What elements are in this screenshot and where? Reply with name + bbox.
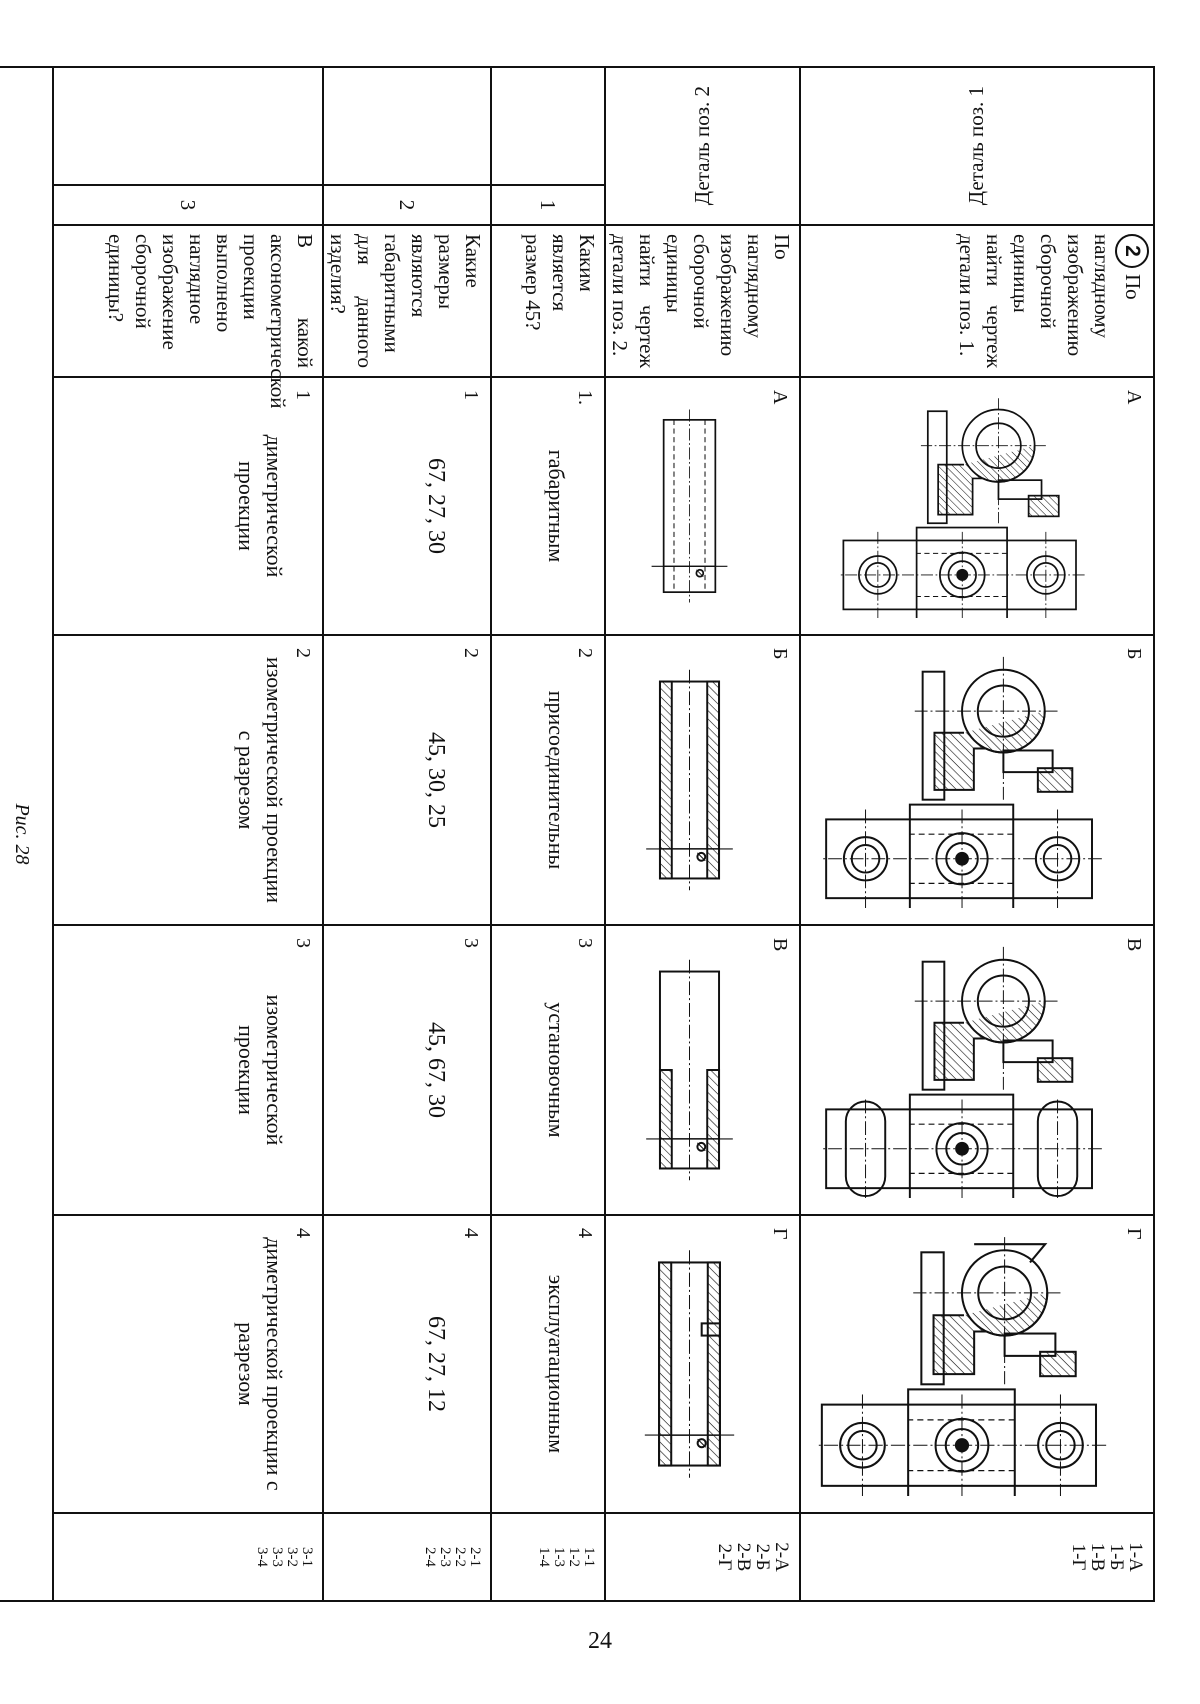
question-number-cell <box>491 185 605 225</box>
question-cell <box>323 225 491 377</box>
question-number: 1 <box>536 199 561 211</box>
option-cell-1[interactable] <box>53 377 323 635</box>
option-cell-2[interactable] <box>53 635 323 925</box>
option-cell-b[interactable] <box>605 635 800 925</box>
answer-codes: 1-1 1-2 1-3 1-4 <box>491 1513 605 1601</box>
option-label: 4 <box>574 1228 596 1238</box>
side-cell <box>605 67 800 225</box>
drawing-part2-b <box>614 652 765 908</box>
answer-codes: 3-1 3-2 3-3 3-4 <box>53 1513 323 1601</box>
option-label: 1 <box>460 390 482 400</box>
option-text: габаритным <box>544 449 569 563</box>
question-number: 3 <box>176 199 201 211</box>
option-label: Б <box>1123 648 1145 660</box>
figure-caption: Рис. 28 <box>0 67 53 1601</box>
answer-codes: 2-А 2-Б 2-В 2-Г <box>605 1513 800 1601</box>
option-text: присоединительны <box>544 690 569 870</box>
option-label: 4 <box>460 1228 482 1238</box>
question-text: По наглядному изображению сборочной единицы найти чертеж детали поз. 1. <box>955 234 1145 368</box>
option-label: 2 <box>292 648 314 658</box>
drawing-part1-a <box>809 394 1119 618</box>
option-text: 67, 27, 30 <box>423 458 449 554</box>
option-cell-2[interactable] <box>491 635 605 925</box>
option-label: 3 <box>574 938 596 948</box>
option-cell-1[interactable] <box>323 377 491 635</box>
option-label: А <box>1123 390 1145 405</box>
question-text: Каким является размер 45? <box>521 234 599 331</box>
option-cell-4[interactable] <box>53 1215 323 1513</box>
rotated-test-sheet <box>11 66 1155 1600</box>
row-part-1 <box>800 67 1154 1601</box>
drawing-part2-d <box>614 1232 765 1496</box>
option-cell-4[interactable] <box>323 1215 491 1513</box>
question-cell <box>800 225 1154 377</box>
option-cell-c[interactable] <box>605 925 800 1215</box>
question-cell <box>53 225 323 409</box>
row-question-3 <box>53 67 323 1601</box>
option-cell-c[interactable] <box>800 925 1154 1215</box>
question-text: В какой аксонометрической проекции выполнено наглядное изображение сборочной единицы? <box>104 234 317 409</box>
side-blank-cell <box>53 67 323 185</box>
option-label: 2 <box>460 648 482 658</box>
option-text: эксплуатационным <box>544 1274 569 1454</box>
answer-codes: 2-1 2-2 2-3 2-4 <box>323 1513 491 1601</box>
side-blank-cell <box>491 67 605 185</box>
option-cell-2[interactable] <box>323 635 491 925</box>
option-text: 45, 67, 30 <box>423 1022 449 1118</box>
option-label: Г <box>1123 1228 1145 1240</box>
option-text: установочным <box>544 1002 569 1138</box>
option-cell-3[interactable] <box>491 925 605 1215</box>
drawing-part1-b <box>809 652 1119 908</box>
question-number-cell <box>323 185 491 225</box>
drawing-part2-c <box>614 942 765 1198</box>
side-blank-cell <box>323 67 491 185</box>
answer-codes: 1-А 1-Б 1-В 1-Г <box>800 1513 1154 1601</box>
question-text: Какие размеры являются габаритными для данного изделия? <box>326 234 485 368</box>
option-text: диметрической проекции с разрезом <box>234 1237 287 1491</box>
question-cell <box>491 225 605 377</box>
drawing-part1-c <box>809 942 1119 1198</box>
option-cell-d[interactable] <box>800 1215 1154 1513</box>
option-label: 3 <box>292 938 314 948</box>
side-label: Деталь поз. 1 <box>964 86 989 206</box>
option-text: 45, 30, 25 <box>423 732 449 828</box>
option-label: 3 <box>460 938 482 948</box>
side-label: Деталь поз. 2 <box>690 86 714 206</box>
option-cell-3[interactable] <box>53 925 323 1215</box>
option-text: 67, 27, 12 <box>423 1316 449 1412</box>
row-question-1 <box>491 67 605 1601</box>
row-question-2 <box>323 67 491 1601</box>
option-text: изометрической проекции с разрезом <box>234 656 287 904</box>
option-label: 4 <box>292 1228 314 1238</box>
option-label: 1. <box>574 390 596 405</box>
drawing-part1-d <box>809 1232 1119 1496</box>
option-label: Г <box>769 1228 791 1240</box>
option-label: 1 <box>292 390 314 400</box>
question-number-badge: 2 <box>1115 234 1149 268</box>
option-label: В <box>1123 938 1145 952</box>
side-cell <box>800 67 1154 225</box>
option-label: В <box>769 938 791 952</box>
option-label: 2 <box>574 648 596 658</box>
option-cell-4[interactable] <box>491 1215 605 1513</box>
drawing-part2-a <box>614 394 765 618</box>
option-text: диметрической проекции <box>234 434 287 578</box>
option-text: изометрической проекции <box>234 994 287 1146</box>
row-part-2 <box>605 67 800 1601</box>
option-cell-3[interactable] <box>323 925 491 1215</box>
option-cell-1[interactable] <box>491 377 605 635</box>
option-cell-b[interactable] <box>800 635 1154 925</box>
option-cell-a[interactable] <box>605 377 800 635</box>
caption-row <box>0 67 53 1601</box>
question-number-cell <box>53 185 323 225</box>
option-cell-d[interactable] <box>605 1215 800 1513</box>
option-cell-a[interactable] <box>800 377 1154 635</box>
question-number: 2 <box>395 199 420 211</box>
test-table <box>0 66 1155 1602</box>
page-number: 24 <box>588 1628 612 1654</box>
option-label: А <box>769 390 791 405</box>
option-label: Б <box>769 648 791 660</box>
question-text: По наглядному изображению сборочной единицы найти чертеж детали поз. 2. <box>608 234 794 368</box>
question-cell <box>605 225 800 377</box>
